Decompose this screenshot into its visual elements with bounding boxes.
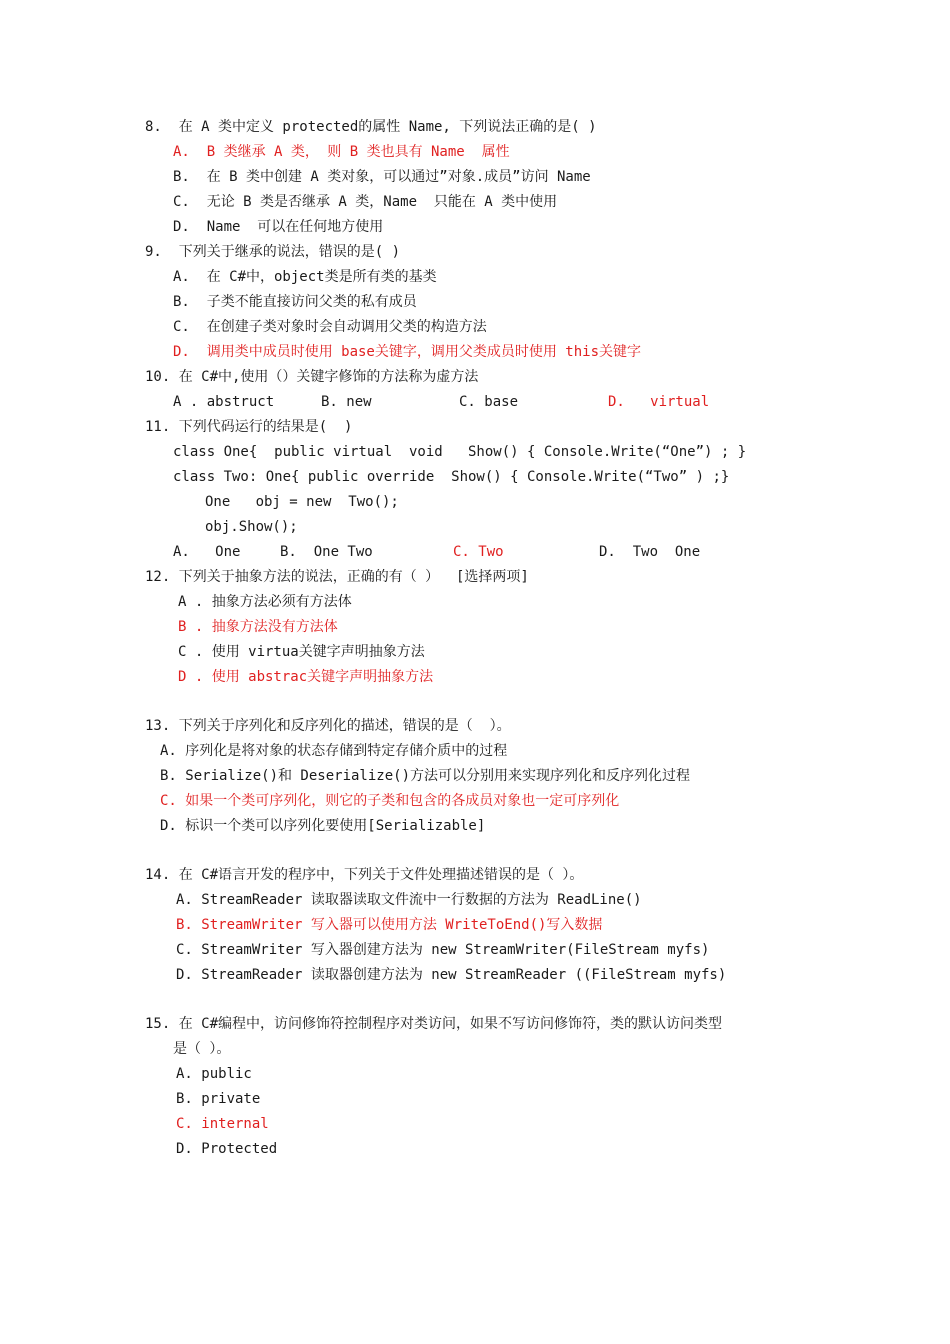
q12-option-a: A . 抽象方法必须有方法体 xyxy=(178,594,352,610)
q15-option-b: B. private xyxy=(176,1091,261,1107)
q8-option-b: B. 在 B 类中创建 A 类对象，可以通过”对象.成员”访问 Name xyxy=(173,169,591,185)
q10-option-d-answer: D. virtual xyxy=(608,394,710,410)
q9-option-c: C. 在创建子类对象时会自动调用父类的构造方法 xyxy=(173,319,487,335)
q12-option-d-answer: D . 使用 abstrac关键字声明抽象方法 xyxy=(178,669,434,685)
q15-stem-line-1: 15. 在 C#编程中，访问修饰符控制程序对类访问，如果不写访问修饰符，类的默认访问类型 xyxy=(145,1016,722,1032)
q8-option-d: D. Name 可以在任何地方使用 xyxy=(173,219,384,235)
q11-option-d: D. Two One xyxy=(599,544,701,560)
q10-option-c: C. base xyxy=(459,394,519,410)
q15-option-c-answer: C. internal xyxy=(176,1116,269,1132)
q11-code-line-4: obj.Show(); xyxy=(205,519,298,535)
q14-option-b-answer: B. StreamWriter 写入器可以使用方法 WriteToEnd()写入数据 xyxy=(176,917,603,933)
q13-option-d: D. 标识一个类可以序列化要使用[Serializable] xyxy=(160,818,486,834)
q14-option-a: A. StreamReader 读取器读取文件流中一行数据的方法为 ReadLine() xyxy=(176,892,642,908)
q9-option-d-answer: D. 调用类中成员时使用 base关键字，调用父类成员时使用 this关键字 xyxy=(173,344,642,360)
q10-option-b: B. new xyxy=(321,394,372,410)
q15-option-d: D. Protected xyxy=(176,1141,278,1157)
q8-stem: 8. 在 A 类中定义 protected的属性 Name, 下列说法正确的是( ) xyxy=(145,119,597,135)
q12-option-b-answer: B . 抽象方法没有方法体 xyxy=(178,619,338,635)
q9-option-b: B. 子类不能直接访问父类的私有成员 xyxy=(173,294,417,310)
q11-option-b: B. One Two xyxy=(280,544,373,560)
q11-code-line-1: class One{ public virtual void Show() { Console.Write(“One”) ; } xyxy=(173,444,747,460)
q10-stem: 10. 在 C#中,使用（）关键字修饰的方法称为虚方法 xyxy=(145,369,479,385)
q11-code-line-2: class Two: One{ public override Show() { Console.Write(“Two” ) ;} xyxy=(173,469,730,485)
q8-option-a-answer: A. B 类继承 A 类， 则 B 类也具有 Name 属性 xyxy=(173,144,510,160)
q14-option-c: C. StreamWriter 写入器创建方法为 new StreamWriter(FileStream myfs) xyxy=(176,942,710,958)
q14-option-d: D. StreamReader 读取器创建方法为 new StreamReader ((FileStream myfs) xyxy=(176,967,727,983)
q14-stem: 14. 在 C#语言开发的程序中，下列关于文件处理描述错误的是（ ）。 xyxy=(145,867,584,883)
q12-stem: 12. 下列关于抽象方法的说法，正确的有（ ） [选择两项] xyxy=(145,569,529,585)
q8-option-c: C. 无论 B 类是否继承 A 类，Name 只能在 A 类中使用 xyxy=(173,194,558,210)
q15-option-a: A. public xyxy=(176,1066,252,1082)
q11-option-a: A. One xyxy=(173,544,241,560)
q13-stem: 13. 下列关于序列化和反序列化的描述，错误的是（ ）。 xyxy=(145,718,511,734)
q11-stem: 11. 下列代码运行的结果是( ) xyxy=(145,419,353,435)
q10-option-a: A . abstruct xyxy=(173,394,275,410)
q13-option-b: B. Serialize()和 Deserialize()方法可以分别用来实现序列化和反序列化过程 xyxy=(160,768,691,784)
q13-option-a: A. 序列化是将对象的状态存储到特定存储介质中的过程 xyxy=(160,743,508,759)
q11-option-c-answer: C. Two xyxy=(453,544,504,560)
q9-stem: 9. 下列关于继承的说法，错误的是( ) xyxy=(145,244,401,260)
q11-code-line-3: One obj = new Two(); xyxy=(205,494,399,510)
q15-stem-line-2: 是（ ）。 xyxy=(173,1041,231,1057)
q13-option-c-answer: C. 如果一个类可序列化，则它的子类和包含的各成员对象也一定可序列化 xyxy=(160,793,620,809)
q9-option-a: A. 在 C#中，object类是所有类的基类 xyxy=(173,269,437,285)
q12-option-c: C . 使用 virtua关键字声明抽象方法 xyxy=(178,644,425,660)
